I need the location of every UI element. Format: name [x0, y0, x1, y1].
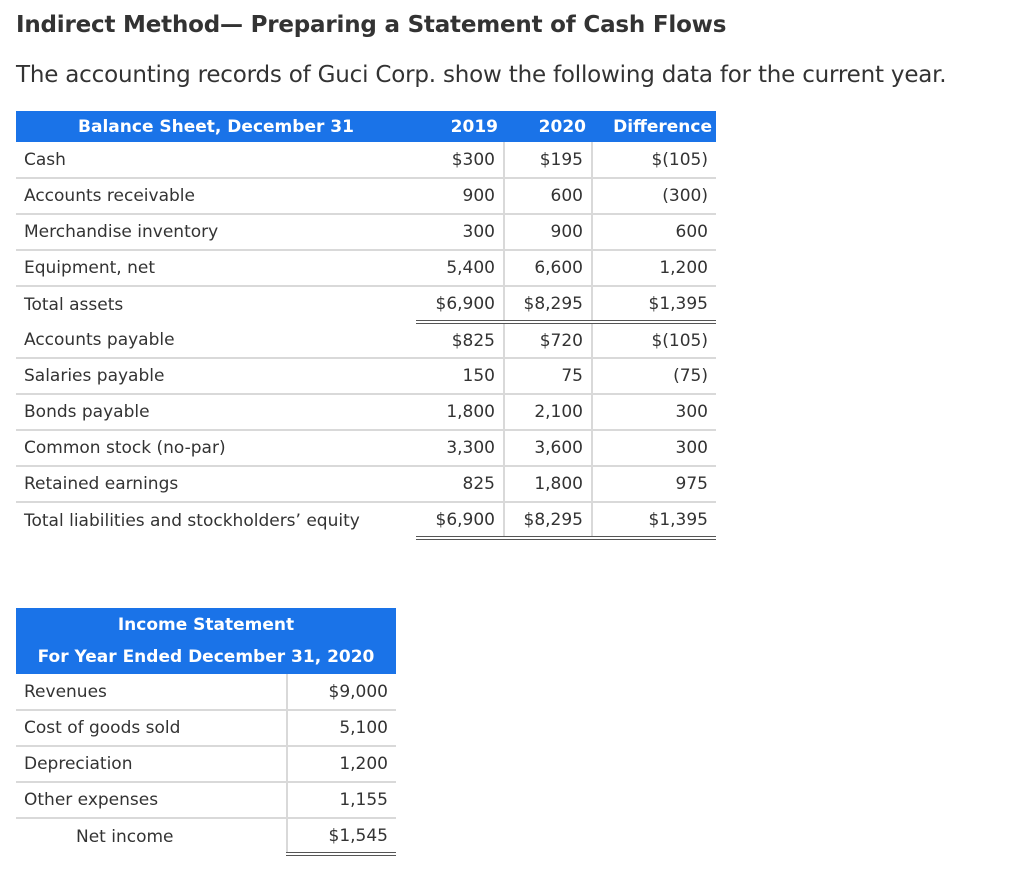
row-label: Common stock (no-par)	[16, 430, 416, 466]
row-label: Equipment, net	[16, 250, 416, 286]
cell-difference: $(105)	[592, 322, 716, 358]
cell-difference: $(105)	[592, 142, 716, 178]
cell-difference: (75)	[592, 358, 716, 394]
cell-2019: $825	[416, 322, 504, 358]
cell-difference: 1,200	[592, 250, 716, 286]
income-statement-period: For Year Ended December 31, 2020	[37, 647, 375, 667]
table-row	[16, 322, 716, 358]
cell-difference: $1,395	[592, 286, 716, 322]
table-row	[16, 782, 396, 818]
cell-difference: 600	[592, 214, 716, 250]
cell-2019: $6,900	[416, 502, 504, 538]
cell-2019: 5,400	[416, 250, 504, 286]
cell-difference: 300	[592, 430, 716, 466]
income-statement-table	[16, 608, 396, 856]
income-statement-header	[16, 608, 396, 674]
table-row	[16, 178, 716, 214]
cell-value: 5,100	[287, 710, 396, 746]
page-title: Indirect Method— Preparing a Statement of Cash Flows	[16, 12, 727, 38]
table-row	[16, 394, 716, 430]
balance-sheet-header-difference: Difference	[592, 111, 716, 142]
cell-2020: 900	[504, 214, 592, 250]
row-label: Revenues	[16, 674, 287, 710]
cell-value: $9,000	[287, 674, 396, 710]
row-label: Net income	[76, 826, 174, 847]
row-label: Salaries payable	[16, 358, 416, 394]
cell-2020: 1,800	[504, 466, 592, 502]
cell-value: $1,545	[287, 818, 396, 854]
cell-difference: 975	[592, 466, 716, 502]
table-row	[16, 710, 396, 746]
cell-2019: $6,900	[416, 286, 504, 322]
row-label: Cash	[16, 142, 416, 178]
cell-2020: $8,295	[504, 286, 592, 322]
row-label: Total assets	[24, 294, 124, 315]
net-income-row	[16, 818, 396, 854]
total-liabilities-equity-row	[16, 502, 716, 538]
cell-2019: 900	[416, 178, 504, 214]
row-label: Other expenses	[16, 782, 287, 818]
cell-2019: 300	[416, 214, 504, 250]
balance-sheet-header-2020: 2020	[504, 111, 592, 142]
table-row	[16, 674, 396, 710]
table-row	[16, 250, 716, 286]
cell-2020: $195	[504, 142, 592, 178]
cell-2019: 825	[416, 466, 504, 502]
cell-2019: 3,300	[416, 430, 504, 466]
table-row	[16, 214, 716, 250]
cell-2020: 6,600	[504, 250, 592, 286]
row-label: Accounts receivable	[16, 178, 416, 214]
row-label: Retained earnings	[16, 466, 416, 502]
table-row	[16, 746, 396, 782]
cell-2020: 75	[504, 358, 592, 394]
table-row	[16, 142, 716, 178]
row-label: Depreciation	[16, 746, 287, 782]
balance-sheet-header-label: Balance Sheet, December 31	[16, 111, 416, 142]
row-label: Bonds payable	[16, 394, 416, 430]
cell-value: 1,155	[287, 782, 396, 818]
row-label: Accounts payable	[16, 322, 416, 358]
row-label: Total liabilities and stockholders’ equity	[24, 510, 360, 531]
cell-2020: 3,600	[504, 430, 592, 466]
cell-difference: $1,395	[592, 502, 716, 538]
cell-2020: 600	[504, 178, 592, 214]
total-assets-row	[16, 286, 716, 322]
table-row	[16, 358, 716, 394]
intro-text: The accounting records of Guci Corp. show the following data for the current year.	[16, 62, 947, 88]
balance-sheet-header-row	[16, 111, 716, 142]
cell-2019: 150	[416, 358, 504, 394]
table-row	[16, 466, 716, 502]
balance-sheet-table	[16, 111, 716, 540]
income-statement-header-row	[16, 608, 396, 674]
cell-difference: 300	[592, 394, 716, 430]
income-statement-title: Income Statement	[117, 615, 295, 635]
row-label: Cost of goods sold	[16, 710, 287, 746]
cell-value: 1,200	[287, 746, 396, 782]
cell-2020: $8,295	[504, 502, 592, 538]
balance-sheet-header-2019: 2019	[416, 111, 504, 142]
cell-2019: $300	[416, 142, 504, 178]
cell-difference: (300)	[592, 178, 716, 214]
row-label: Merchandise inventory	[16, 214, 416, 250]
cell-2020: $720	[504, 322, 592, 358]
cell-2019: 1,800	[416, 394, 504, 430]
cell-2020: 2,100	[504, 394, 592, 430]
table-row	[16, 430, 716, 466]
